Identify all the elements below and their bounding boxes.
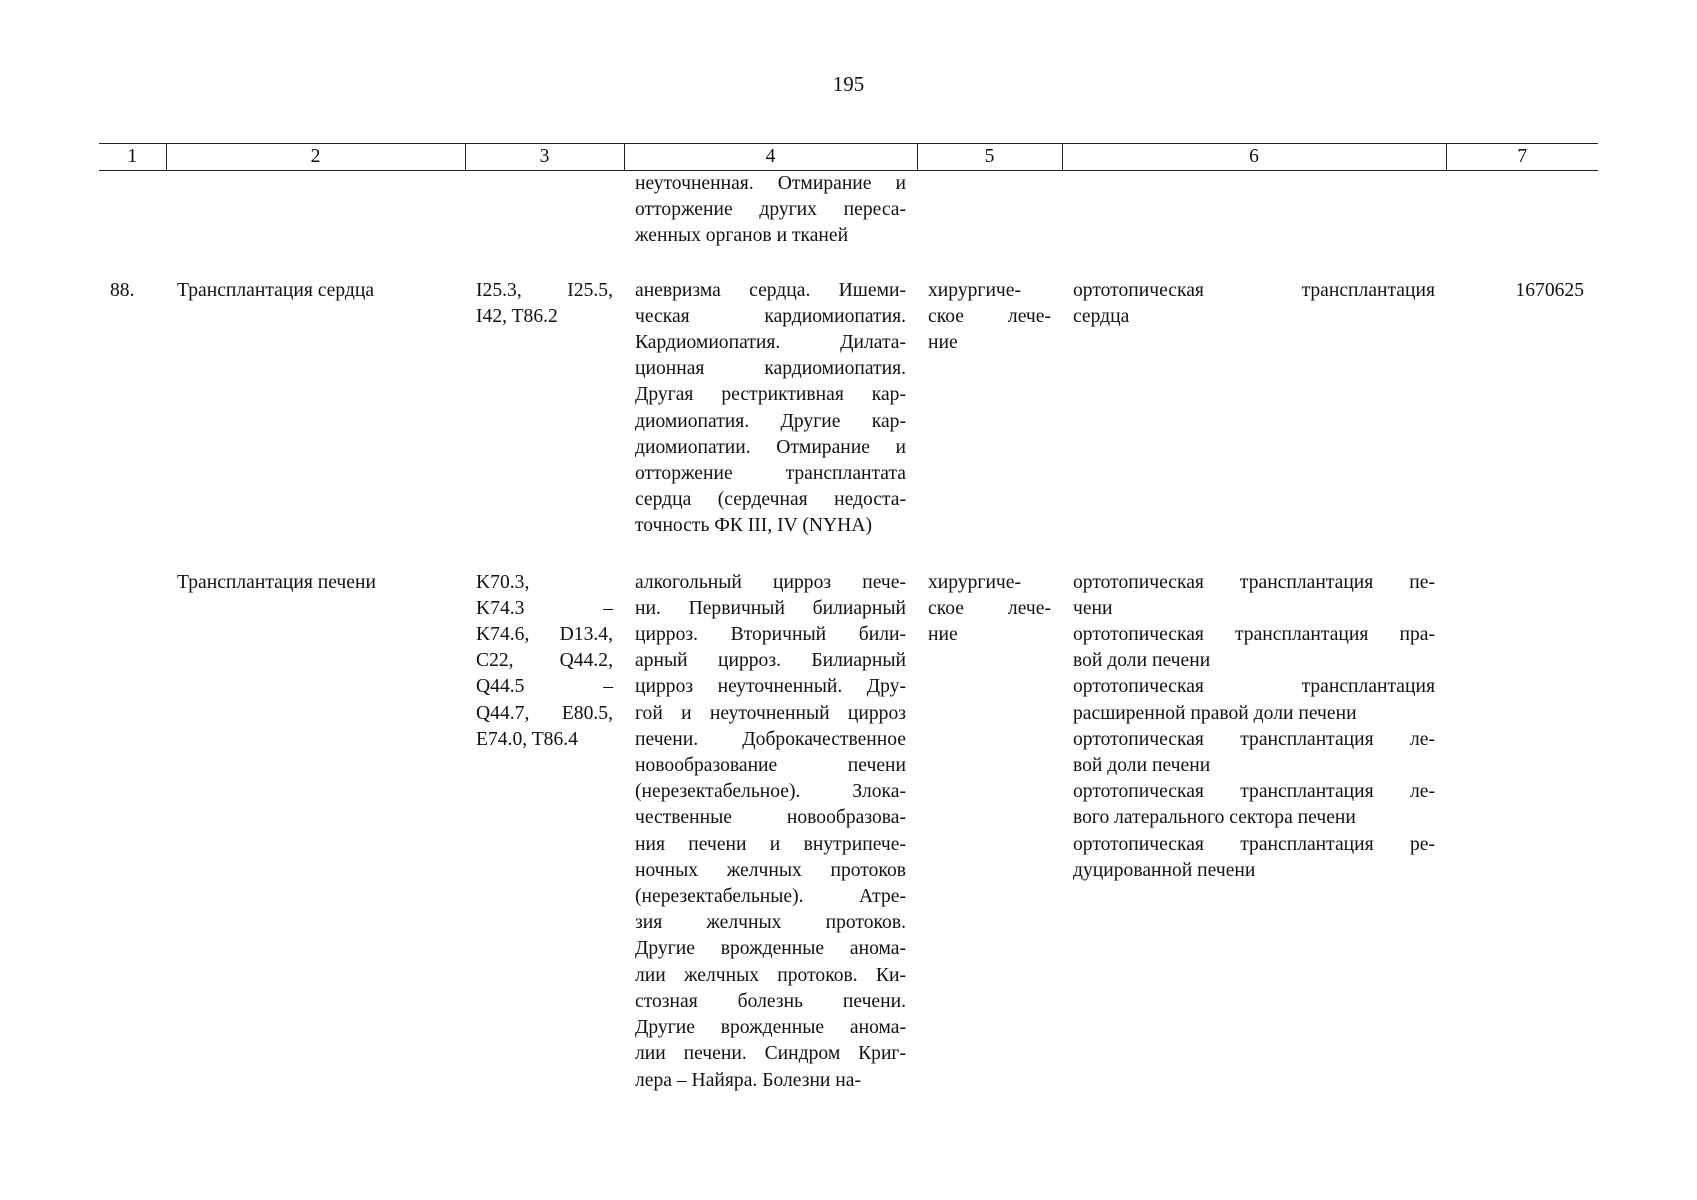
table-header-row bbox=[99, 144, 1598, 171]
cell-line: стозная болезнь печени. bbox=[635, 990, 906, 1012]
column-header-5: 5 bbox=[917, 144, 1062, 171]
cell-line: алкогольный цирроз пече- bbox=[635, 571, 906, 593]
treatment-type-cell bbox=[917, 570, 1062, 1094]
diagnosis-cell bbox=[624, 570, 917, 1094]
cell-line: ортотопическая трансплантация пра- bbox=[1073, 624, 1435, 646]
cell-line: чественные новообразова- bbox=[635, 807, 906, 829]
cell-line: I42, T86.2 bbox=[476, 305, 558, 327]
cell-line: сердца (сердечная недоста- bbox=[635, 489, 906, 511]
column-header-4: 4 bbox=[624, 144, 917, 171]
treatment-type-cell bbox=[917, 278, 1062, 570]
cell-line: диомиопатии. Отмирание и bbox=[635, 436, 906, 458]
cell-line: ортотопическая трансплантация ле- bbox=[1073, 781, 1435, 803]
table-row bbox=[99, 570, 1598, 1094]
cell-line: арный цирроз. Билиарный bbox=[635, 650, 906, 672]
cell-line: Q44.5 – bbox=[476, 676, 613, 698]
cell-line: новообразование печени bbox=[635, 755, 906, 777]
cell-line: ни. Первичный билиарный bbox=[635, 597, 906, 619]
column-header-7: 7 bbox=[1446, 144, 1598, 171]
cell-line: вой доли печени bbox=[1073, 755, 1211, 777]
cell-line: I25.3, I25.5, bbox=[476, 279, 613, 301]
cell-line: C22, Q44.2, bbox=[476, 650, 613, 672]
cell-line: ционная кардиомиопатия. bbox=[635, 358, 906, 380]
cell-line: ортотопическая трансплантация пе- bbox=[1073, 571, 1435, 593]
cell-line: K70.3, bbox=[476, 571, 530, 593]
cell-line: цирроз неуточненный. Дру- bbox=[635, 676, 906, 698]
cell-line: ортотопическая трансплантация ре- bbox=[1073, 833, 1435, 855]
cell-line: чени bbox=[1073, 597, 1113, 619]
cell-line: ортотопическая трансплантация ле- bbox=[1073, 728, 1435, 750]
table-row bbox=[99, 278, 1598, 570]
cost-cell bbox=[1446, 171, 1598, 278]
treatment-type-cell bbox=[917, 171, 1062, 278]
procedure-name-cell bbox=[166, 171, 465, 278]
table-body bbox=[99, 171, 1598, 1094]
cell-line: ское лече- bbox=[928, 305, 1051, 327]
icd-codes-cell bbox=[465, 278, 624, 570]
diagnosis-cell bbox=[624, 171, 917, 278]
row-number-cell bbox=[99, 570, 166, 1094]
cost-cell bbox=[1446, 570, 1598, 1094]
cell-line: расширенной правой доли печени bbox=[1073, 702, 1357, 724]
cell-line: K74.3 – bbox=[476, 597, 613, 619]
table-row bbox=[99, 171, 1598, 278]
cell-line: хирургиче- bbox=[928, 279, 1022, 301]
cell-line: точность ФК III, IV (NYHA) bbox=[635, 515, 872, 537]
cell-line: диомиопатия. Другие кар- bbox=[635, 410, 906, 432]
cell-line: отторжение трансплантата bbox=[635, 463, 906, 485]
method-cell bbox=[1062, 570, 1446, 1094]
cell-line: женных органов и тканей bbox=[635, 225, 849, 247]
method-cell bbox=[1062, 171, 1446, 278]
icd-codes-cell bbox=[465, 570, 624, 1094]
cell-line: ния печени и внутрипече- bbox=[635, 833, 906, 855]
column-header-6: 6 bbox=[1062, 144, 1446, 171]
cell-line: хирургиче- bbox=[928, 571, 1022, 593]
cell-line: вого латерального сектора печени bbox=[1073, 807, 1356, 829]
cell-line: K74.6, D13.4, bbox=[476, 624, 613, 646]
cell-line: ние bbox=[928, 332, 958, 354]
cost-cell: 1670625 bbox=[1515, 279, 1584, 301]
cell-line: (нерезектабельное). Злока- bbox=[635, 781, 906, 803]
procedure-name-cell: Трансплантация печени bbox=[177, 571, 376, 593]
cell-line: лии желчных протоков. Ки- bbox=[635, 964, 906, 986]
cell-line: печени. Доброкачественное bbox=[635, 728, 906, 750]
cell-line: гой и неуточненный цирроз bbox=[635, 702, 906, 724]
table-header bbox=[99, 144, 1598, 171]
page-number: 195 bbox=[832, 72, 865, 96]
diagnosis-cell bbox=[624, 278, 917, 570]
cell-line: Другая рестриктивная кар- bbox=[635, 384, 906, 406]
cell-line: E74.0, T86.4 bbox=[476, 728, 578, 750]
cell-line: Другие врожденные анома- bbox=[635, 1017, 906, 1039]
column-header-1: 1 bbox=[99, 144, 166, 171]
cell-line: зия желчных протоков. bbox=[635, 912, 906, 934]
cell-line: аневризма сердца. Ишеми- bbox=[635, 279, 906, 301]
cell-line: ние bbox=[928, 624, 958, 646]
cell-line: дуцированной печени bbox=[1073, 859, 1256, 881]
cell-line: ческая кардиомиопатия. bbox=[635, 305, 906, 327]
cell-line: Q44.7, E80.5, bbox=[476, 702, 613, 724]
cell-line: ночных желчных протоков bbox=[635, 859, 906, 881]
column-header-2: 2 bbox=[166, 144, 465, 171]
cell-line: Кардиомиопатия. Дилата- bbox=[635, 332, 906, 354]
cell-line: неуточненная. Отмирание и bbox=[635, 173, 906, 194]
row-number-cell: 88. bbox=[110, 279, 135, 301]
cell-line: цирроз. Вторичный били- bbox=[635, 624, 906, 646]
cell-line: Другие врожденные анома- bbox=[635, 938, 906, 960]
cell-line: лии печени. Синдром Криг- bbox=[635, 1043, 906, 1065]
column-header-3: 3 bbox=[465, 144, 624, 171]
cell-line: вой доли печени bbox=[1073, 650, 1211, 672]
procedure-name-cell: Трансплантация сердца bbox=[177, 279, 375, 301]
cell-line: ортотопическая трансплантация bbox=[1073, 676, 1435, 698]
cell-line: сердца bbox=[1073, 305, 1130, 327]
method-cell bbox=[1062, 278, 1446, 570]
cell-line: лера – Найяра. Болезни на- bbox=[635, 1069, 862, 1091]
cell-line: ортотопическая трансплантация bbox=[1073, 279, 1435, 301]
icd-codes-cell bbox=[465, 171, 624, 278]
procedures-table bbox=[99, 143, 1598, 1094]
cell-line: ское лече- bbox=[928, 597, 1051, 619]
cell-line: (нерезектабельные). Атре- bbox=[635, 886, 906, 908]
row-number-cell bbox=[99, 171, 166, 278]
cell-line: отторжение других переса- bbox=[635, 199, 906, 221]
